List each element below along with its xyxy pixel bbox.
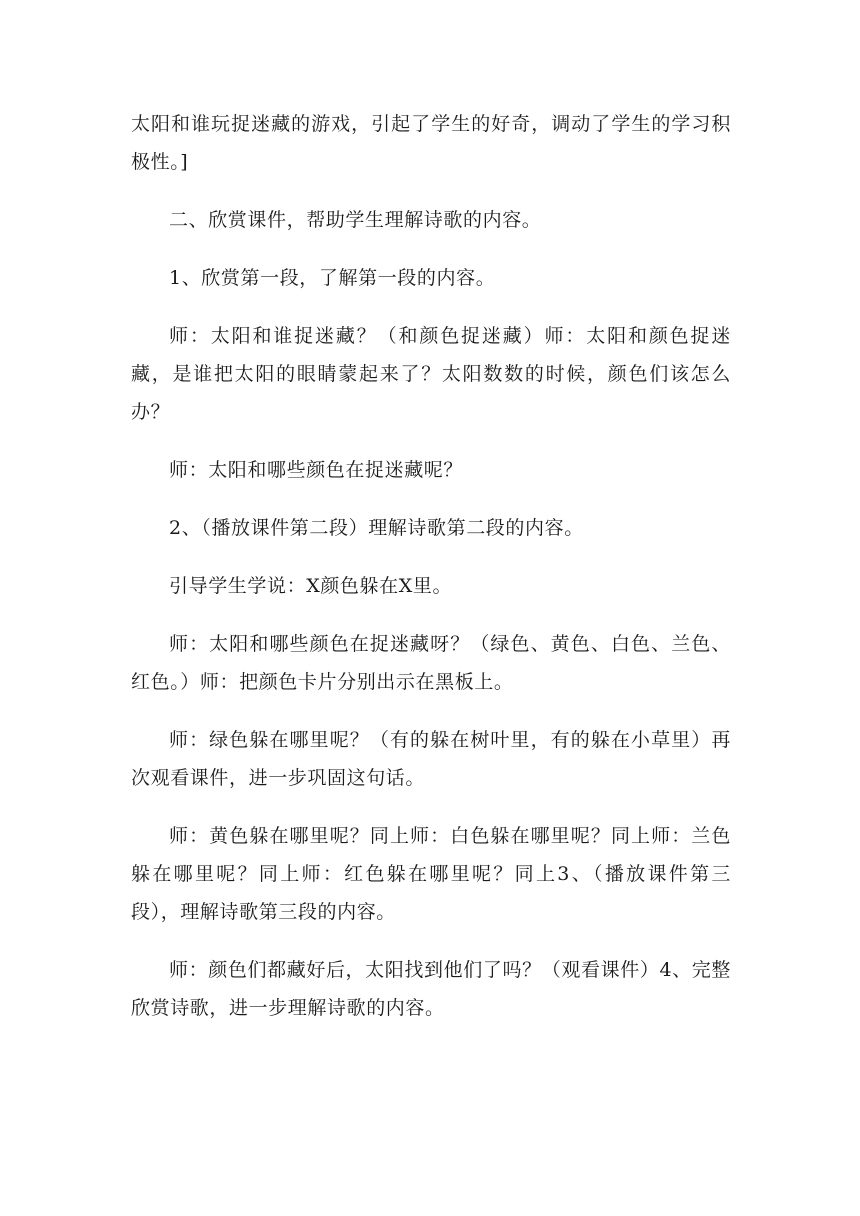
paragraph-guide-students: 引导学生学说：X颜色躲在X里。 [169, 575, 453, 597]
document-body [131, 105, 731, 1047]
paragraph-teacher-question-3: 师：太阳和哪些颜色在捉迷藏呀？（绿色、黄色、白色、兰色、红色。）师：把颜色卡片分别出示在黑板上。 [131, 633, 731, 693]
paragraph-teacher-question-5: 师：黄色躲在哪里呢？同上师：白色躲在哪里呢？同上师：兰色躲在哪里呢？同上师：红色躲在哪里呢？同上3、（播放课件第三段），理解诗歌第三段的内容。 [131, 825, 731, 923]
paragraph-teacher-question-2: 师：太阳和哪些颜色在捉迷藏呢？ [169, 459, 464, 481]
step-one-heading: 1、欣赏第一段，了解第一段的内容。 [169, 267, 496, 289]
paragraph-teacher-question-1: 师：太阳和谁捉迷藏？（和颜色捉迷藏）师：太阳和颜色捉迷藏，是谁把太阳的眼睛蒙起来了？太阳数数的时候，颜色们该怎么办？ [131, 325, 731, 423]
paragraph-intro-continuation: 太阳和谁玩捉迷藏的游戏，引起了学生的好奇，调动了学生的学习积极性。] [131, 113, 731, 173]
step-two-heading: 2、（播放课件第二段）理解诗歌第二段的内容。 [169, 517, 584, 539]
section-heading-two: 二、欣赏课件，帮助学生理解诗歌的内容。 [169, 209, 542, 231]
paragraph-teacher-question-4: 师：绿色躲在哪里呢？（有的躲在树叶里，有的躲在小草里）再次观看课件，进一步巩固这句话。 [131, 729, 731, 789]
paragraph-teacher-question-6: 师：颜色们都藏好后，太阳找到他们了吗？（观看课件）4、完整欣赏诗歌，进一步理解诗歌的内容。 [131, 959, 731, 1019]
